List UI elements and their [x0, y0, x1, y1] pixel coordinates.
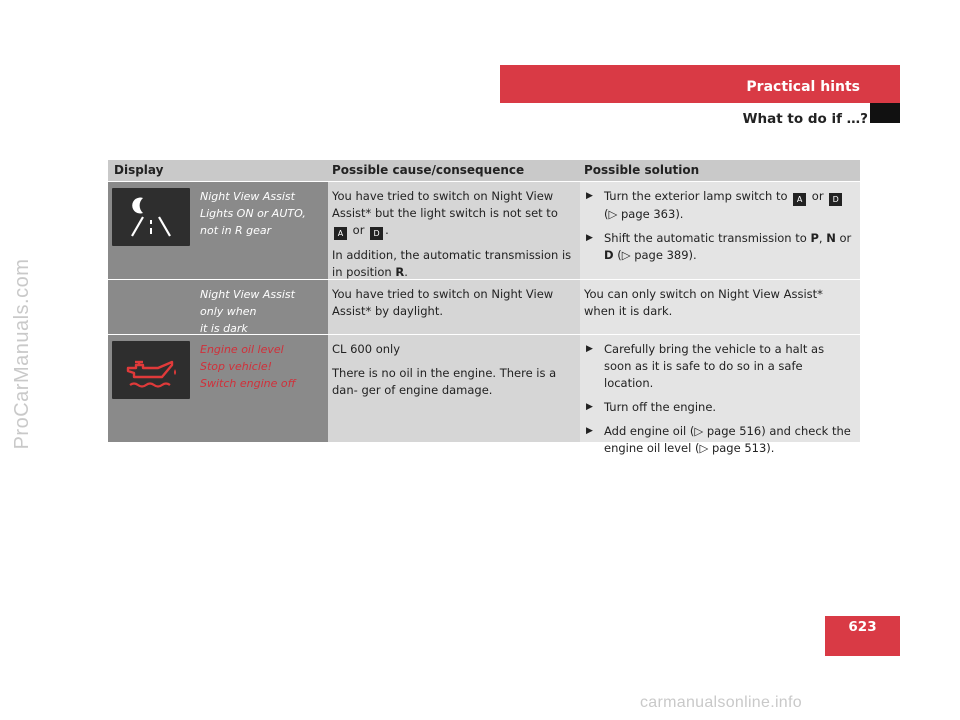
oil-can-icon	[112, 341, 190, 399]
solution-text: Turn off the engine.	[604, 400, 717, 414]
table-row	[108, 334, 860, 455]
cause-cell	[328, 280, 580, 334]
solution-paragraph: You can only switch on Night View Assist* when it is dark.	[584, 287, 823, 318]
table-row	[108, 279, 860, 334]
section-title: Practical hints	[746, 79, 860, 95]
gear-letter: D	[604, 248, 614, 262]
low-beam-key: D	[829, 193, 842, 206]
message-line: Stop vehicle!	[200, 360, 273, 373]
low-beam-key: D	[370, 227, 383, 240]
page-reference: (▷ page 363).	[604, 207, 684, 221]
cause-paragraph: CL 600 only	[332, 342, 401, 356]
table-row	[108, 181, 860, 279]
solution-text-part: ,	[818, 231, 823, 245]
display-icon-cell	[108, 335, 198, 442]
table-header	[108, 160, 860, 181]
display-icon-cell	[108, 182, 198, 279]
solution-text-part: Shift the automatic transmission to	[604, 231, 807, 245]
cause-text: In addition, the automatic transmission is in position	[332, 248, 572, 279]
bullet-arrow-icon: ▶	[586, 191, 593, 201]
solution-step	[584, 188, 854, 223]
display-message	[198, 335, 328, 442]
message-line: only when	[200, 305, 257, 318]
message-line: Engine oil level	[200, 343, 284, 356]
cause-text: You have tried to switch on Night View Assist* but the light switch is not set to	[332, 189, 558, 220]
page-number: 623	[825, 616, 900, 656]
header-cause: Possible cause/consequence	[332, 163, 525, 177]
bullet-arrow-icon: ▶	[586, 426, 593, 436]
display-icon-cell	[108, 280, 198, 334]
gear-letter: N	[826, 231, 836, 245]
message-line: Night View Assist	[200, 190, 295, 203]
solution-text: Carefully bring the vehicle to a halt as soon as it is safe to do so in a safe location.	[604, 342, 825, 390]
message-line: Lights ON or AUTO,	[200, 207, 306, 220]
solution-step	[584, 230, 854, 264]
solution-step	[584, 399, 854, 416]
bullet-arrow-icon: ▶	[586, 233, 593, 243]
solution-cell	[580, 182, 860, 279]
message-line: Night View Assist	[200, 288, 295, 301]
cause-cell	[328, 335, 580, 442]
section-subtitle: What to do if …?	[742, 111, 868, 127]
message-line: it is dark	[200, 322, 248, 335]
page-reference: (▷ page 389).	[617, 248, 697, 262]
solution-cell	[580, 280, 860, 334]
solution-text-part: or	[839, 231, 852, 245]
solution-cell	[580, 335, 860, 455]
cause-cell	[328, 182, 580, 279]
solution-text	[604, 188, 854, 223]
message-line: Switch engine off	[200, 377, 296, 390]
cause-text: or	[352, 223, 365, 237]
header-display: Display	[114, 163, 164, 177]
header-marker	[870, 103, 900, 123]
solution-text-part: or	[811, 189, 824, 203]
gear-letter: P	[810, 231, 819, 245]
cause-paragraph	[332, 188, 574, 240]
message-line: not in R gear	[200, 224, 272, 237]
solution-text	[604, 230, 854, 264]
light-switch-auto-key: A	[334, 227, 347, 240]
cause-paragraph: You have tried to switch on Night View Assist* by daylight.	[332, 287, 554, 318]
cause-paragraph: There is no oil in the engine. There is a dan- ger of engine damage.	[332, 366, 557, 397]
night-view-road-icon	[112, 188, 190, 246]
message-table	[108, 160, 860, 455]
solution-step	[584, 341, 854, 392]
solution-step	[584, 423, 854, 457]
bullet-arrow-icon: ▶	[586, 344, 593, 354]
bottom-watermark: carmanualsonline.info	[640, 694, 802, 711]
light-switch-auto-key: A	[793, 193, 806, 206]
display-message	[198, 182, 328, 279]
cause-text: .	[385, 223, 389, 237]
bullet-arrow-icon: ▶	[586, 402, 593, 412]
header-solution: Possible solution	[584, 163, 700, 177]
display-message	[198, 280, 328, 334]
gear-letter: R	[395, 265, 405, 279]
cause-paragraph	[332, 247, 574, 281]
solution-text-part: Turn the exterior lamp switch to	[604, 189, 788, 203]
side-watermark: ProCarManuals.com	[11, 258, 33, 450]
solution-text: Add engine oil (▷ page 516) and check the engine oil level (▷ page 513).	[604, 424, 851, 455]
cause-text: .	[404, 265, 408, 279]
header-bar	[500, 65, 900, 103]
